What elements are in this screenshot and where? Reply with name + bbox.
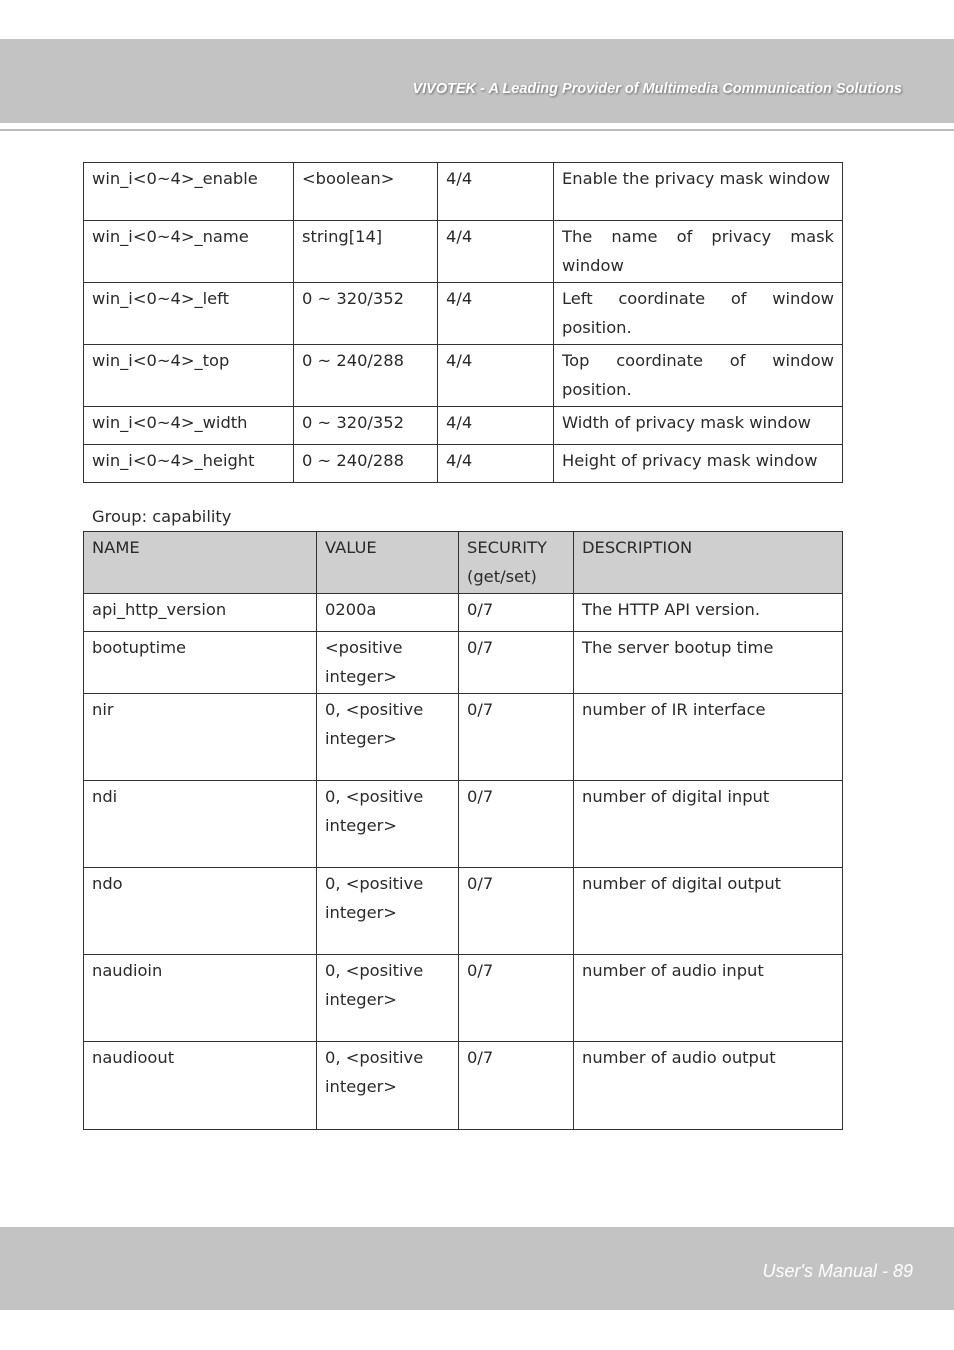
param-description: The name of privacy mask window (554, 221, 843, 283)
param-value: string[14] (294, 221, 438, 283)
param-value: 0, <positive integer> (317, 694, 459, 781)
param-description: number of IR interface (574, 694, 843, 781)
table-row (84, 694, 843, 781)
table-row (84, 345, 843, 407)
column-header-security: SECURITY (get/set) (459, 532, 574, 594)
param-value: <boolean> (294, 163, 438, 221)
privacy-mask-parameter-table (83, 162, 843, 483)
param-description: number of digital input (574, 781, 843, 868)
table-row (84, 955, 843, 1042)
param-security: 0/7 (459, 594, 574, 632)
table-row (84, 445, 843, 483)
param-name: ndo (84, 868, 317, 955)
column-header-description: DESCRIPTION (574, 532, 843, 594)
group-label: Group: capability (92, 507, 232, 526)
param-description: number of audio input (574, 955, 843, 1042)
param-name: win_i<0~4>_enable (84, 163, 294, 221)
param-value: 0, <positive integer> (317, 955, 459, 1042)
table-header-row (84, 532, 843, 594)
param-security: 4/4 (438, 221, 554, 283)
param-name: win_i<0~4>_top (84, 345, 294, 407)
param-description: number of audio output (574, 1042, 843, 1130)
param-name: api_http_version (84, 594, 317, 632)
param-value: 0, <positive integer> (317, 781, 459, 868)
param-value: 0 ~ 240/288 (294, 445, 438, 483)
param-security: 4/4 (438, 407, 554, 445)
param-description: Width of privacy mask window (554, 407, 843, 445)
param-security: 0/7 (459, 955, 574, 1042)
param-value: 0, <positive integer> (317, 1042, 459, 1130)
param-security: 0/7 (459, 868, 574, 955)
param-security: 4/4 (438, 163, 554, 221)
param-name: ndi (84, 781, 317, 868)
param-value: 0 ~ 320/352 (294, 407, 438, 445)
param-name: bootuptime (84, 632, 317, 694)
param-security: 4/4 (438, 345, 554, 407)
param-name: win_i<0~4>_left (84, 283, 294, 345)
param-name: win_i<0~4>_height (84, 445, 294, 483)
param-name: win_i<0~4>_width (84, 407, 294, 445)
table-row (84, 283, 843, 345)
param-description: Top coordinate of window position. (554, 345, 843, 407)
column-header-value: VALUE (317, 532, 459, 594)
param-description: The server bootup time (574, 632, 843, 694)
param-security: 0/7 (459, 694, 574, 781)
table-row (84, 594, 843, 632)
param-value: 0 ~ 240/288 (294, 345, 438, 407)
param-description: Enable the privacy mask window (554, 163, 843, 221)
table-row (84, 1042, 843, 1130)
page-footer (0, 1227, 954, 1310)
param-name: naudioin (84, 955, 317, 1042)
page-number-label: User's Manual - 89 (762, 1261, 913, 1281)
param-security: 0/7 (459, 632, 574, 694)
param-security: 0/7 (459, 781, 574, 868)
table-row (84, 781, 843, 868)
table-row (84, 163, 843, 221)
header-title: VIVOTEK - A Leading Provider of Multimedia Communication Solutions (412, 81, 902, 97)
param-description: Height of privacy mask window (554, 445, 843, 483)
table-row (84, 407, 843, 445)
param-security: 4/4 (438, 445, 554, 483)
header-divider (0, 129, 954, 131)
param-security: 0/7 (459, 1042, 574, 1130)
param-value: 0 ~ 320/352 (294, 283, 438, 345)
param-description: number of digital output (574, 868, 843, 955)
table-row (84, 221, 843, 283)
param-value: 0200a (317, 594, 459, 632)
param-name: naudioout (84, 1042, 317, 1130)
table-row (84, 632, 843, 694)
param-security: 4/4 (438, 283, 554, 345)
param-value: <positive integer> (317, 632, 459, 694)
param-description: The HTTP API version. (574, 594, 843, 632)
param-name: nir (84, 694, 317, 781)
page-header (0, 39, 954, 123)
param-description: Left coordinate of window position. (554, 283, 843, 345)
table-row (84, 868, 843, 955)
column-header-name: NAME (84, 532, 317, 594)
capability-parameter-table (83, 531, 843, 1130)
param-value: 0, <positive integer> (317, 868, 459, 955)
param-name: win_i<0~4>_name (84, 221, 294, 283)
